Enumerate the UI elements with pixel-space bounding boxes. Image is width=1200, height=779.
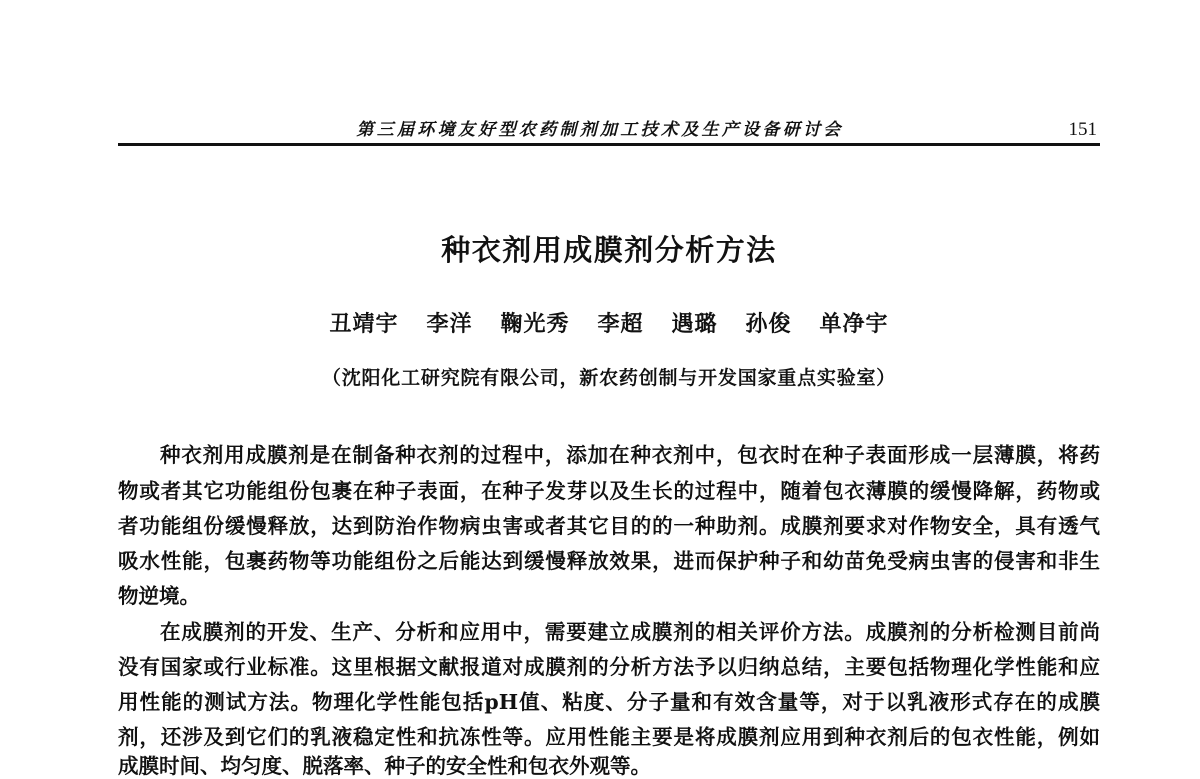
- text-line: 用性能的测试方法。物理化学性能包括pH值、粘度、分子量和有效含量等，对于以乳液形式存在的成膜: [118, 690, 1100, 714]
- author-list: [118, 311, 1100, 337]
- author-name: 孙俊: [745, 311, 792, 337]
- text-line: 种衣剂用成膜剂是在制备种衣剂的过程中，添加在种衣剂中，包衣时在种子表面形成一层薄膜，将药: [160, 443, 1100, 467]
- author-name: 鞠光秀: [500, 311, 570, 337]
- text-line: 成膜时间、均匀度、脱落率、种子的安全性和包衣外观等。: [118, 754, 651, 778]
- text-line: 者功能组份缓慢释放，达到防治作物病虫害或者其它目的的一种助剂。成膜剂要求对作物安全，具有透气: [118, 514, 1100, 538]
- text-line: 剂，还涉及到它们的乳液稳定性和抗冻性等。应用性能主要是将成膜剂应用到种衣剂后的包衣性能，例如: [118, 725, 1100, 749]
- header-rule: [118, 143, 1100, 146]
- text-line: 没有国家或行业标准。这里根据文献报道对成膜剂的分析方法予以归纳总结，主要包括物理化学性能和应: [118, 655, 1100, 679]
- affiliation: （沈阳化工研究院有限公司，新农药创制与开发国家重点实验室）: [321, 367, 897, 389]
- author-name: 李超: [597, 311, 644, 337]
- author-name: 遇璐: [671, 311, 718, 337]
- author-name: 丑靖宇: [329, 311, 399, 337]
- text-line: 在成膜剂的开发、生产、分析和应用中，需要建立成膜剂的相关评价方法。成膜剂的分析检测目前尚: [160, 620, 1100, 644]
- running-title: 第三届环境友好型农药制剂加工技术及生产设备研讨会: [356, 120, 844, 140]
- author-name: 单净宇: [819, 311, 889, 337]
- author-name: 李洋: [426, 311, 473, 337]
- text-line: 吸水性能，包裹药物等功能组份之后能达到缓慢释放效果，进而保护种子和幼苗免受病虫害的侵害和非生: [118, 549, 1100, 573]
- page-number: 151: [1068, 119, 1097, 140]
- text-line: 物逆境。: [118, 584, 200, 608]
- text-line: 物或者其它功能组份包裹在种子表面，在种子发芽以及生长的过程中，随着包衣薄膜的缓慢降解，药物或: [118, 479, 1100, 503]
- article-title: 种衣剂用成膜剂分析方法: [441, 233, 777, 267]
